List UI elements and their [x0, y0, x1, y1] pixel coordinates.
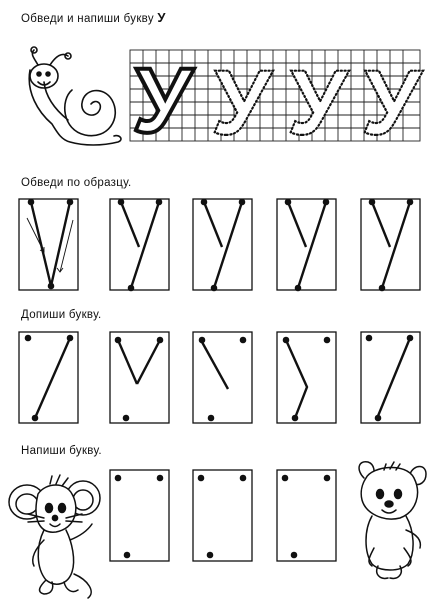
puppy-illustration	[359, 462, 426, 579]
stroke-arrows	[27, 218, 73, 272]
complete-row	[19, 332, 420, 423]
mouse-illustration	[9, 475, 100, 598]
write-box-2	[193, 470, 252, 561]
grid-letters	[130, 49, 425, 154]
instruction-complete-letter: Допиши букву.	[21, 309, 102, 321]
trace-box-2	[110, 199, 169, 291]
instruction-trace-by-sample: Обведи по образцу.	[21, 177, 132, 189]
snail-illustration	[29, 47, 121, 145]
write-box-3	[277, 470, 336, 561]
trace-box-3	[193, 199, 252, 291]
trace-box-5	[361, 199, 420, 291]
complete-box-5	[361, 332, 420, 423]
outline-letter-dotted-1: У	[209, 51, 274, 154]
complete-box-2	[110, 332, 169, 423]
write-box-1	[110, 470, 169, 561]
sample-box-1	[19, 199, 78, 290]
complete-box-3	[193, 332, 252, 423]
outline-letter-dotted-2: У	[285, 51, 350, 154]
complete-box-1	[19, 332, 78, 423]
instruction-trace-and-write: Обведи и напиши букву У	[21, 10, 166, 25]
outline-letter-solid: У	[130, 49, 195, 152]
instruction-letter: У	[157, 10, 166, 25]
trace-box-4	[277, 199, 336, 291]
outline-letter-dotted-3: У	[359, 51, 424, 154]
complete-box-4	[277, 332, 336, 423]
instruction-write-letter: Напиши букву.	[21, 445, 102, 457]
trace-row	[19, 199, 420, 291]
write-row	[110, 470, 336, 561]
